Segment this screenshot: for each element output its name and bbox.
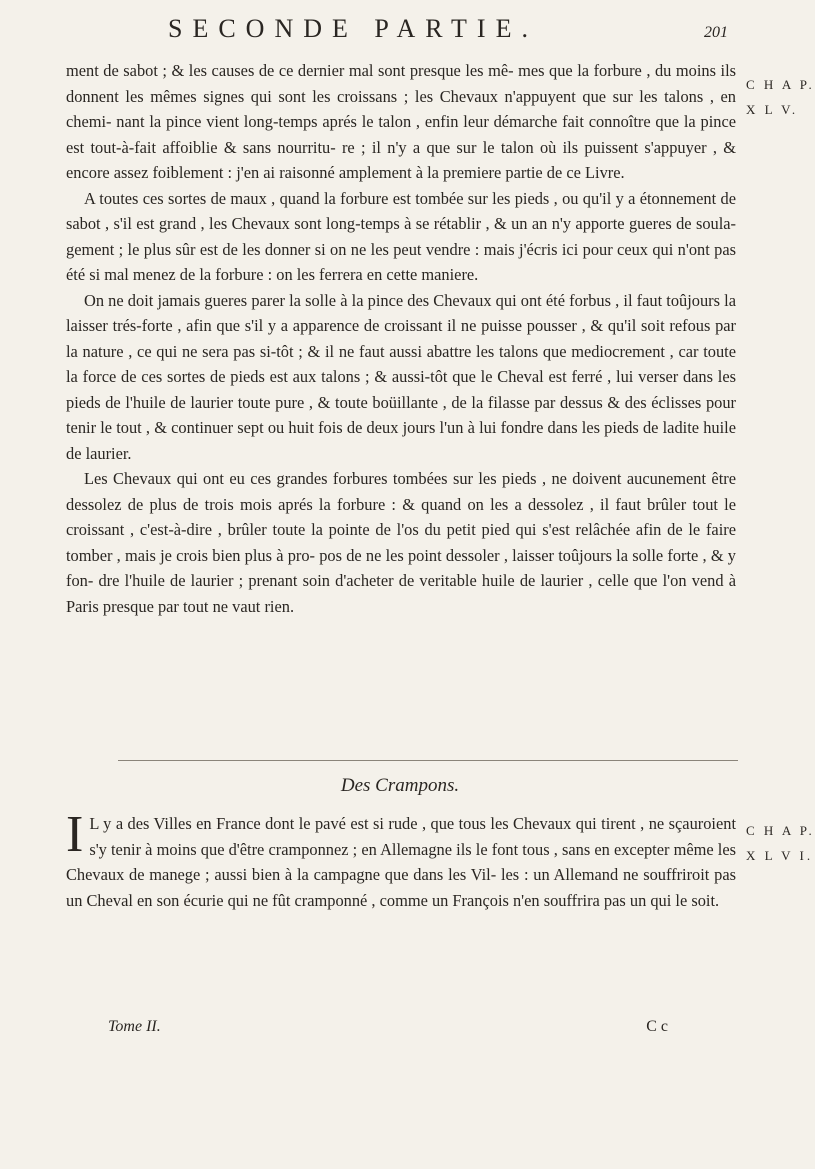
body-text <box>66 58 736 619</box>
paragraph: On ne doit jamais gueres parer la solle à la pince des Chevaux qui ont été forbus , il faut toûjours la laisser trés-forte , afin que s'il y a apparence de croissant il ne puisse pousser , & qu'il soit refous par la nature , ce qui ne sera pas si-tôt ; & il ne faut aussi abattre les talons que mediocrement , car toute la force de ces sortes de pieds est aux talons ; & aussi-tôt que le Cheval est ferré , lui verser dans les pieds de l'huile de laurier toute pure , & toute boüillante , de la filasse par dessus & des éclisses pour tenir le tout , & continuer sept ou huit fois de deux jours l'un à lui fondre dans les pieds de ladite huile de laurier. <box>66 290 736 463</box>
margin-note-line: X L V I. <box>746 848 814 863</box>
page-header <box>168 14 728 54</box>
running-head: SECONDE PARTIE. <box>168 14 538 43</box>
page-footer <box>108 1018 668 1042</box>
margin-note-chapter-46 <box>746 818 815 868</box>
section-body <box>66 806 736 913</box>
section-paragraph: L y a des Villes en France dont le pavé est si rude , que tous les Chevaux qui tirent , ne sçauroient s'y tenir à moins que d'être cramponnez ; en Allemagne ils le font tous , sans en excepter même les Chevaux de manege ; aussi bien à la campagne que dans les Vil- les : un Allemand ne souffriroit pas un Cheval en son écurie qui ne fût cramponné , comme un François n'en souffrira pas un qui le soit. <box>66 814 736 910</box>
paragraph: Les Chevaux qui ont eu ces grandes forbures tombées sur les pieds , ne doivent aucunement être dessolez de plus de trois mois aprés la forbure : & quand on les a dessolez , il faut brûler tout le croissant , c'est-à-dire , brûler toute la pointe de l'os du petit pied qui s'est relâchée afin de le faire tomber , mais je crois bien plus à pro- pos de ne les point dessoler , laisser toûjours la solle forte , & y fon- dre l'huile de laurier ; prenant soin d'acheter de veritable huile de laurier , celle que l'on vend à Paris presque par tout ne vaut rien. <box>66 469 736 616</box>
margin-note-line: C H A P. <box>746 823 815 838</box>
drop-cap: I <box>66 806 84 863</box>
section-title: Des Crampons. <box>340 775 460 796</box>
page-number: 201 <box>704 24 728 41</box>
section-divider <box>118 760 738 761</box>
paragraph: A toutes ces sortes de maux , quand la forbure est tombée sur les pieds , ou qu'il y a étonnement de sabot , s'il est grand , les Chevaux sont long-temps à se rétablir , & un an n'y apporte gueres de soula- gement ; le plus sûr est de les donner si on ne les peut vendre : mais j'écris ici pour ceux qui n'ont pas été si mal menez de la forbure : on les ferrera en cette maniere. <box>66 188 736 284</box>
margin-note-chapter-45 <box>746 72 815 122</box>
volume-label: Tome II. <box>108 1018 161 1035</box>
margin-note-line: X L V. <box>746 102 799 117</box>
signature-mark: C c <box>646 1018 668 1035</box>
paragraph: ment de sabot ; & les causes de ce dernier mal sont presque les mê- mes que la forbure , du moins ils donnent les mêmes signes qui sont les croissans ; les Chevaux n'appuyent que sur les talons , en chemi- nant la pince vient long-temps aprés le talon , enfin leur démarche fait connoître que la pince est tout-à-fait affoiblie & sans nourritu- re ; il n'y a que sur le talon où ils puissent s'appuyer , & encore assez foiblement : j'en ai raisonné amplement à la premiere partie de ce Livre. <box>66 61 736 182</box>
margin-note-line: C H A P. <box>746 77 815 92</box>
